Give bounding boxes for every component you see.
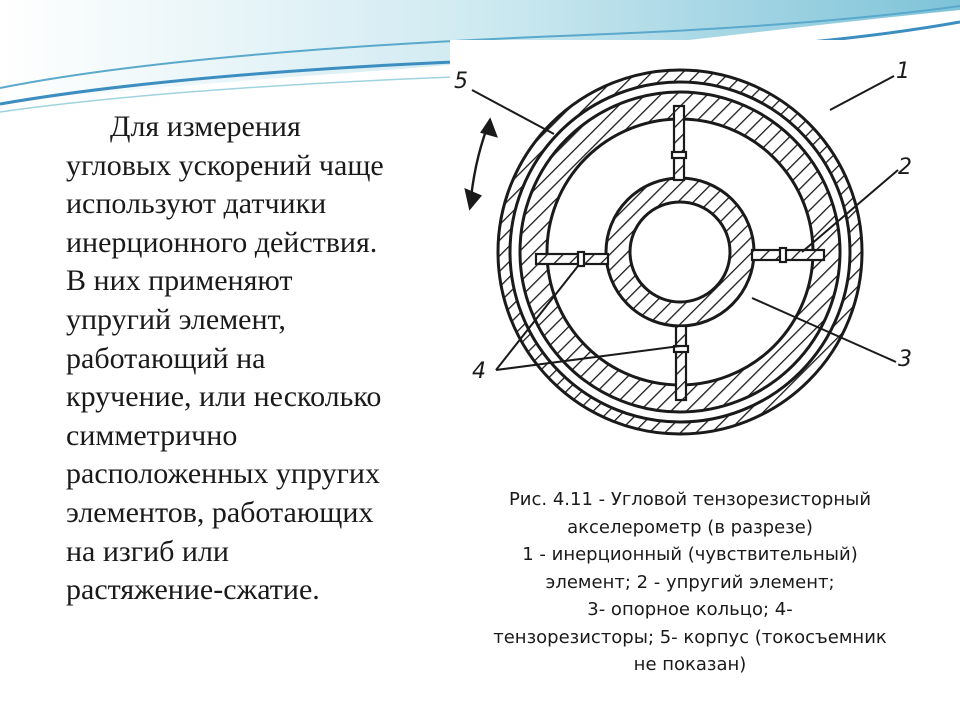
body-text xyxy=(66,108,446,610)
caption-line: элемент; 2 - упругий элемент; xyxy=(545,571,835,593)
elastic-element-top xyxy=(672,106,686,180)
body-text-line: упругий элемент, xyxy=(66,302,286,336)
body-text-line: инерционного действия. xyxy=(66,225,378,259)
body-text-line: расположенных упругих xyxy=(66,457,380,491)
accelerometer-diagram xyxy=(450,40,928,486)
caption-line: акселерометр (в разрезе) xyxy=(567,516,813,538)
caption-line: 3- опорное кольцо; 4- xyxy=(587,599,793,620)
body-text-line: используют датчики xyxy=(66,187,327,221)
elastic-element-left xyxy=(536,252,608,266)
caption-line: тензорезисторы; 5- корпус (токосъемник xyxy=(493,626,887,648)
label-4: 4 xyxy=(472,359,486,384)
body-text-line: Для измерения xyxy=(110,110,301,143)
elastic-element-bottom xyxy=(674,326,688,400)
label-2: 2 xyxy=(898,155,912,180)
figure-caption xyxy=(440,486,940,679)
body-text-line: кручение, или несколько xyxy=(66,380,382,414)
caption-line: не показан) xyxy=(633,654,747,675)
label-5: 5 xyxy=(454,69,468,94)
body-text-line: растяжение-сжатие. xyxy=(66,573,320,607)
body-text-line: на изгиб или xyxy=(66,534,229,568)
caption-line: 1 - инерционный (чувствительный) xyxy=(522,544,858,565)
label-3: 3 xyxy=(898,347,912,372)
label-1: 1 xyxy=(896,59,910,84)
elastic-element-right xyxy=(752,248,824,262)
caption-line: Рис. 4.11 - Угловой тензорезисторный xyxy=(508,489,872,510)
body-text-line: элементов, работающих xyxy=(66,495,374,529)
body-text-line: работающий на xyxy=(66,341,266,375)
body-text-line: В них применяют xyxy=(66,264,293,298)
rotation-arrow-icon xyxy=(466,120,496,208)
body-text-line: симметрично xyxy=(66,418,238,452)
body-text-line: угловых ускорений чаще xyxy=(66,148,384,182)
figure-panel xyxy=(450,40,928,486)
